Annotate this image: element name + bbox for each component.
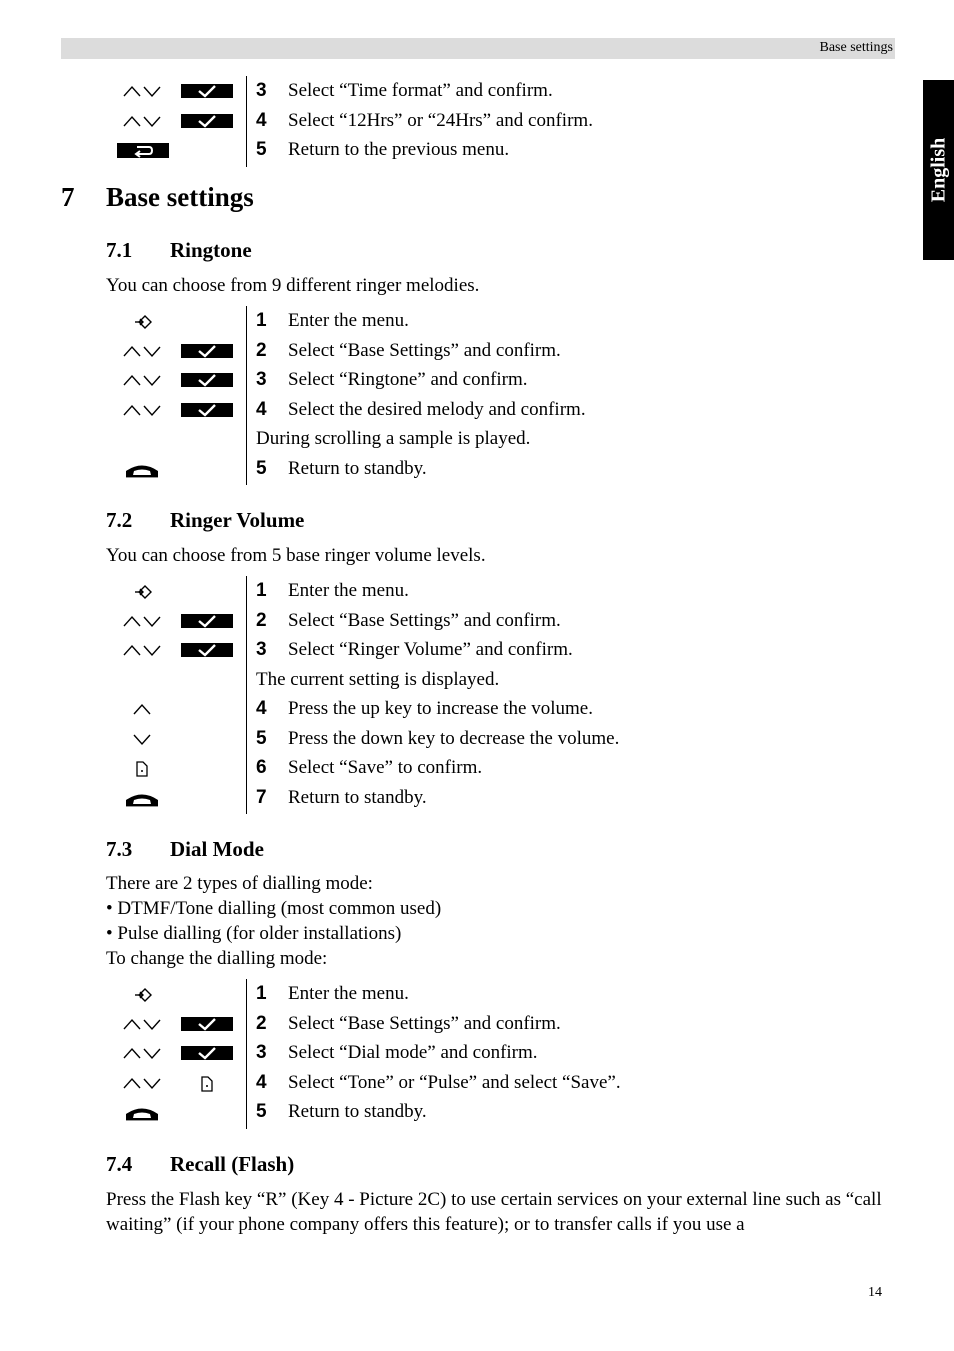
step-text: Select “Base Settings” and confirm. <box>288 339 561 361</box>
step-row <box>0 983 954 1012</box>
step-text: Select “Ringer Volume” and confirm. <box>288 639 573 660</box>
step-number: 5 <box>256 457 267 479</box>
menu-key-icon <box>134 987 152 1008</box>
ok-key-icon <box>181 373 233 392</box>
step-text: Return to the previous menu. <box>288 139 510 160</box>
recall-body: Press the Flash key “R” (Key 4 - Picture 2C) to use certain services on your external line such as “call waiting” (if your phone company offers this feature); or to transfer calls if you use a <box>106 1189 882 1235</box>
subsection-title-text: Recall (Flash) <box>170 1152 295 1176</box>
ok-key-icon <box>181 1017 233 1036</box>
ok-key-icon <box>181 114 233 133</box>
step-text: Select “Base Settings” and confirm. <box>288 1012 561 1034</box>
step-text: Select “Time format” and confirm. <box>288 80 553 101</box>
step-number: 3 <box>256 639 267 660</box>
step-text: Press the down key to decrease the volume. <box>288 727 620 749</box>
down-arrow-icon <box>132 732 152 751</box>
step-row <box>0 1042 954 1071</box>
subsection-number: 7.1 <box>106 238 133 262</box>
step-number: 3 <box>256 80 267 101</box>
step-text: Return to standby. <box>288 786 427 808</box>
section-title-text: Base settings <box>106 182 254 212</box>
step-divider-line <box>246 76 247 167</box>
subsection-title-text: Ringtone <box>170 238 252 262</box>
step-row <box>0 310 954 339</box>
step-text: Enter the menu. <box>288 310 409 331</box>
up-down-arrows-icon <box>122 643 164 662</box>
step-number: 4 <box>256 698 267 719</box>
ok-key-icon <box>181 643 233 662</box>
step-number: 2 <box>256 339 267 361</box>
end-call-icon <box>125 462 159 483</box>
ok-key-icon <box>181 84 233 103</box>
up-down-arrows-icon <box>122 344 164 363</box>
step-note: During scrolling a sample is played. <box>256 428 531 449</box>
step-row <box>0 458 954 487</box>
language-tab-label: English <box>927 137 949 203</box>
step-row <box>0 580 954 609</box>
step-divider-line <box>246 306 247 485</box>
step-divider-line <box>246 979 247 1129</box>
ringer-volume-intro: You can choose from 5 base ringer volume levels. <box>106 545 486 566</box>
save-key-icon <box>200 1076 214 1097</box>
step-row <box>0 80 954 109</box>
step-number: 7 <box>256 786 267 808</box>
step-number: 3 <box>256 369 267 390</box>
step-number: 1 <box>256 580 267 601</box>
dial-mode-bullet-pulse: • Pulse dialling (for older installations) <box>106 923 402 944</box>
up-down-arrows-icon <box>122 84 164 103</box>
step-text: Select “Base Settings” and confirm. <box>288 609 561 631</box>
step-row <box>0 369 954 398</box>
back-key-icon <box>117 143 169 163</box>
step-text: Select “12Hrs” or “24Hrs” and confirm. <box>288 109 593 131</box>
step-text: Return to standby. <box>288 457 427 479</box>
step-row <box>0 669 954 698</box>
step-text: Select “Ringtone” and confirm. <box>288 369 528 390</box>
up-down-arrows-icon <box>122 1076 164 1095</box>
up-down-arrows-icon <box>122 1017 164 1036</box>
step-row <box>0 639 954 668</box>
end-call-icon <box>125 791 159 812</box>
dial-mode-intro-line: There are 2 types of dialling mode: <box>106 873 373 894</box>
subsection-title-ringer-volume <box>106 508 304 533</box>
ok-key-icon <box>181 403 233 422</box>
step-text: Enter the menu. <box>288 983 409 1004</box>
step-number: 4 <box>256 398 267 420</box>
subsection-number: 7.4 <box>106 1152 133 1176</box>
step-note: The current setting is displayed. <box>256 668 500 690</box>
up-down-arrows-icon <box>122 373 164 392</box>
step-number: 1 <box>256 310 267 331</box>
step-number: 6 <box>256 757 267 778</box>
ok-key-icon <box>181 614 233 633</box>
step-text: Select “Tone” or “Pulse” and select “Save”. <box>288 1071 621 1093</box>
dial-mode-bullet-dtmf: • DTMF/Tone dialling (most common used) <box>106 898 442 919</box>
subsection-number: 7.3 <box>106 837 133 861</box>
step-number: 1 <box>256 983 267 1004</box>
ok-key-icon <box>181 1046 233 1065</box>
step-row <box>0 610 954 639</box>
subsection-number: 7.2 <box>106 508 133 532</box>
subsection-title-dial-mode <box>106 837 264 862</box>
header-bar <box>61 38 895 59</box>
subsection-title-ringtone <box>106 238 252 263</box>
step-text: Return to standby. <box>288 1101 427 1122</box>
step-row <box>0 1101 954 1130</box>
step-row <box>0 428 954 457</box>
step-divider-line <box>246 576 247 814</box>
step-row <box>0 787 954 816</box>
up-arrow-icon <box>132 702 152 721</box>
step-text: Press the up key to increase the volume. <box>288 698 593 719</box>
step-row <box>0 340 954 369</box>
step-number: 3 <box>256 1042 267 1063</box>
subsection-title-recall <box>106 1152 294 1177</box>
menu-key-icon <box>134 314 152 335</box>
header-title: Base settings <box>819 40 893 55</box>
step-row <box>0 728 954 757</box>
subsection-title-text: Dial Mode <box>170 837 264 861</box>
ok-key-icon <box>181 344 233 363</box>
subsection-title-text: Ringer Volume <box>170 508 305 532</box>
step-row <box>0 139 954 168</box>
menu-key-icon <box>134 584 152 605</box>
page-number: 14 <box>868 1285 882 1300</box>
dial-mode-intro-line: To change the dialling mode: <box>106 948 328 969</box>
step-number: 5 <box>256 727 267 749</box>
step-text: Select “Save” to confirm. <box>288 757 483 778</box>
save-key-icon <box>135 761 149 782</box>
section-title <box>61 182 254 213</box>
step-number: 2 <box>256 609 267 631</box>
step-text: Select “Dial mode” and confirm. <box>288 1042 538 1063</box>
step-number: 2 <box>256 1012 267 1034</box>
up-down-arrows-icon <box>122 614 164 633</box>
step-row <box>0 1013 954 1042</box>
step-number: 5 <box>256 139 267 160</box>
step-row <box>0 110 954 139</box>
step-text: Enter the menu. <box>288 580 409 601</box>
up-down-arrows-icon <box>122 1046 164 1065</box>
section-number: 7 <box>61 182 75 212</box>
step-row <box>0 399 954 428</box>
step-row <box>0 757 954 786</box>
step-row <box>0 698 954 727</box>
up-down-arrows-icon <box>122 403 164 422</box>
up-down-arrows-icon <box>122 114 164 133</box>
step-number: 4 <box>256 109 267 131</box>
end-call-icon <box>125 1105 159 1126</box>
ringtone-intro: You can choose from 9 different ringer melodies. <box>106 275 480 296</box>
dial-mode-intro <box>106 871 896 971</box>
step-number: 4 <box>256 1071 267 1093</box>
step-number: 5 <box>256 1101 267 1122</box>
step-text: Select the desired melody and confirm. <box>288 398 586 420</box>
step-row <box>0 1072 954 1101</box>
